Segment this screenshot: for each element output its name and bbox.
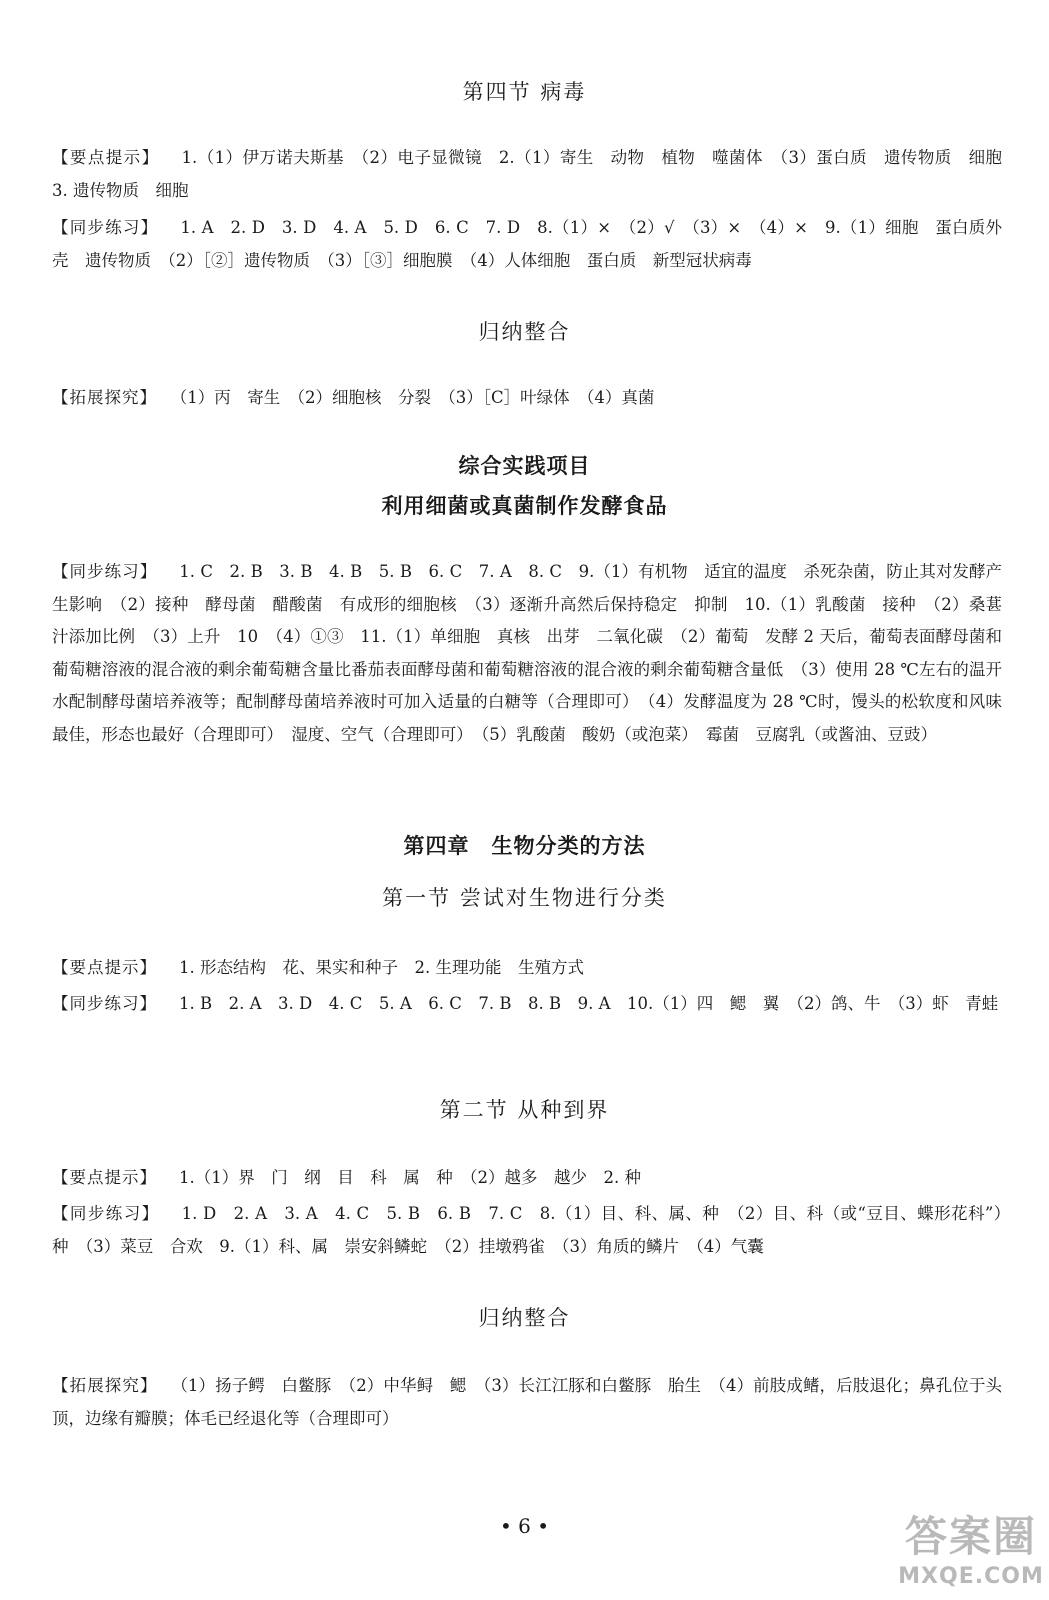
practice-tag: 【同步练习】 [52,218,159,237]
key-points-tag: 【要点提示】 [52,1168,157,1187]
practice-tag: 【同步练习】 [52,994,157,1013]
section-subtitle-project: 利用细菌或真菌制作发酵食品 [381,493,668,518]
key-points-tag: 【要点提示】 [52,958,157,977]
practice-text: 1. D 2. A 3. A 4. C 5. B 6. B 7. C 8.（1）目、科、属、种 （2）目、科（或“豆目、蝶形花科”） 种 （3）菜豆 合欢 9.（1）科、属 崇安斜鳞蛇 （2）挂墩鸦雀 （3）角质的鳞片 （4）气囊 [52,1204,1019,1256]
section-title-project: 综合实践项目 [458,453,591,478]
watermark-logo [896,1504,1046,1598]
practice-tag: 【同步练习】 [52,562,158,581]
project-practice-paragraph [52,556,1002,751]
extension-text: （1）丙 寄生 （2）细胞核 分裂 （3）［C］叶绿体 （4）真菌 [179,388,655,407]
practice-paragraph [52,212,1002,277]
extension-paragraph [52,1370,1002,1435]
section-title-summary-2: 归纳整合 [478,1306,571,1330]
watermark-main-text: 答案圈 [904,1512,1037,1561]
extension-paragraph [52,382,1002,415]
chapter-title: 第四章 生物分类的方法 [403,833,646,858]
key-points-paragraph [52,952,1002,985]
practice-text: 1. C 2. B 3. B 4. B 5. B 6. C 7. A 8. C 9.（1）有机物 适宜的温度 杀死杂菌，防止其对发酵产生影响 （2）接种 酵母菌 醋酸菌 有成形的细胞核 （3）逐渐升高然后保持稳定 抑制 10.（1）乳酸菌 接种 （2）桑葚汁添加比例 （3）上升 10 （4）①③ 11.（1）单细胞 真核 出芽 二氧化碳 （2）葡萄 发酵 2 天后，葡萄表面酵母菌和葡萄糖溶液的混合液的剩余葡萄糖含量比番茄表面酵母菌和葡萄糖溶液的混合液的剩余葡萄糖含量低 （3）使用 28 ℃左右的温开水配制酵母菌培养液等；配制酵母菌培养液时可加入适量的白糖等（合理即可） （4）发酵温度为 28 ℃时，馒头的松软度和风味最佳，形态也最好（合理即可） 湿度、空气（合理即可） （5）乳酸菌 酸奶（或泡菜） 霉菌 豆腐乳（或酱油、豆豉） [52,562,1002,744]
key-points-text: 1.（1）界 门 纲 目 科 属 种 （2）越多 越少 2. 种 [179,1168,641,1187]
extension-text: （1）扬子鳄 白鳖豚 （2）中华鲟 鳃 （3）长江江豚和白鳖豚 胎生 （4）前肢成鳍，后肢退化；鼻孔位于头顶，边缘有瓣膜；体毛已经退化等（合理即可） [52,1376,1003,1428]
practice-text: 1. A 2. D 3. D 4. A 5. D 6. C 7. D 8.（1）× （2）√ （3）× （4）× 9.（1）细胞 蛋白质外壳 遗传物质 （2）［②］遗传物质 （3）［③］细胞膜 （4）人体细胞 蛋白质 新型冠状病毒 [52,218,1003,270]
watermark-sub-text: MXQE.COM [898,1564,1044,1589]
practice-text: 1. B 2. A 3. D 4. C 5. A 6. C 7. B 8. B 9. A 10.（1）四 鳃 翼 （2）鸽、牛 （3）虾 青蛙 [179,994,999,1013]
key-points-tag: 【要点提示】 [52,148,160,167]
key-points-paragraph [52,1162,1002,1195]
key-points-text: 1. 形态结构 花、果实和种子 2. 生理功能 生殖方式 [179,958,584,977]
section-title-classify: 第一节 尝试对生物进行分类 [382,886,667,910]
practice-paragraph [52,1198,1019,1263]
page-number: • 6 • [499,1514,550,1538]
key-points-paragraph [52,142,1019,207]
practice-tag: 【同步练习】 [52,1204,160,1223]
extension-tag: 【拓展探究】 [52,388,157,407]
key-points-text: 1.（1）伊万诺夫斯基 （2）电子显微镜 2.（1）寄生 动物 植物 噬菌体 （3）蛋白质 遗传物质 细胞 3. 遗传物质 细胞 [52,148,1019,200]
section-title-summary-1: 归纳整合 [478,320,571,344]
practice-paragraph [52,988,1002,1021]
section-title-species: 第二节 从种到界 [439,1098,610,1122]
extension-tag: 【拓展探究】 [52,1376,158,1395]
section-title-virus: 第四节 病毒 [462,80,587,104]
